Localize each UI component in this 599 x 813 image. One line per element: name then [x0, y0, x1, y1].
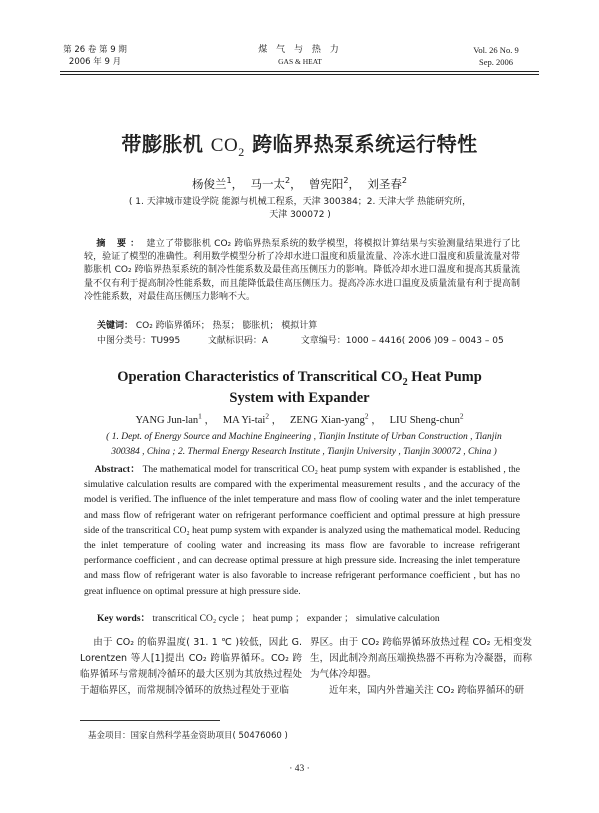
- body-paragraph: 界区。由于 CO₂ 跨临界循环放热过程 CO₂ 无相变发生，因此制冷剂高压端换热器不再称为冷凝器，而称为气体冷却器。: [310, 637, 532, 680]
- title-cn-part1: 带膨胀机: [121, 132, 211, 156]
- author-separator: ，: [231, 177, 244, 191]
- author-cn: 马一太: [250, 177, 285, 191]
- document-code: 文献标识码：A: [207, 336, 269, 346]
- title-cn-sub: 2: [238, 145, 245, 159]
- author-en: MA Yi-tai: [222, 415, 266, 426]
- funding-footnote: 基金项目：国家自然科学基金资助项目( 50476060 ): [88, 731, 288, 741]
- author-affil-sup: 2: [459, 411, 464, 421]
- author-affil-sup: 1: [226, 176, 232, 186]
- author-affil-sup: 2: [401, 176, 407, 186]
- author-affil-sup: 2: [265, 411, 269, 421]
- author-separator: ，: [348, 177, 361, 191]
- author-cn: 杨俊兰: [192, 177, 227, 191]
- author-separator: ，: [268, 415, 283, 426]
- journal-name: [230, 44, 370, 68]
- page-number: · 43 ·: [289, 764, 310, 774]
- abstract-en: [84, 463, 520, 600]
- author-list-cn: [0, 176, 599, 192]
- keywords-cn-label: 关键词：: [97, 321, 134, 331]
- title-en-line1: [0, 367, 599, 388]
- title-en-part2: Heat Pump: [407, 369, 482, 385]
- affiliation-en-line1: ( 1. Dept. of Energy Source and Machine Engineering , Tianjin Institute of Urban Construction , Tianjin: [106, 432, 502, 442]
- keywords-cn-text: CO₂ 跨临界循环； 热泵； 膨胀机； 模拟计算: [135, 321, 318, 331]
- abstract-cn-label: 摘 要：: [96, 239, 144, 249]
- author-affil-sup: 1: [198, 411, 202, 421]
- author-en: ZENG Xian-yang: [289, 415, 365, 426]
- author-affil-sup: 2: [284, 176, 291, 186]
- affiliation-en-line2: 300384 , China ; 2. Thermal Energy Research Institute , Tianjin University , Tianjin 300072 , China ): [111, 447, 497, 457]
- affiliation-en: [84, 430, 524, 460]
- title-en-sub: 2: [402, 376, 408, 388]
- keywords-en-text: transcritical CO₂ cycle ； heat pump ； expander ； simulative calculation: [152, 614, 440, 624]
- author-separator: ，: [201, 415, 215, 426]
- abstract-cn-text: 建立了带膨胀机 CO₂ 跨临界热泵系统的数学模型，将模拟计算结果与实验测量结果进行了比较，验证了模型的准确性。利用数学模型分析了冷却水进口温度和质量流量、冷冻水进口温度和质量流量对带膨胀机 CO₂ 跨临界热泵系统的制冷性能系数及最佳高压侧压力的影响。降低冷却水进口温度和提高其质量流量不仅有利于提高制冷性能系数，而且能降低最佳高压侧压力。提高冷冻水进口温度及质量流量有利于提高制冷性能系数，对最佳高压侧压力影响不大。: [84, 239, 520, 302]
- title-en-line2: System with Expander: [229, 390, 370, 406]
- keywords-en-label: Key words：: [97, 614, 151, 624]
- abstract-en-text: The mathematical model for transcritical CO₂ heat pump system with expander is established , the simulative calculation results are compared with the experimental measurement results , and the accuracy of the model is verified. The influence of the inlet temperature and mass flow of cooling water and the inlet temperature and mass flow of refrigerant water on refrigerant performance coefficient and optimal pressure at high pressure side of the transcritical CO₂ heat pump system with expander is analyzed using the mathematical model. Reducing the inlet temperature of cooling water and increasing its mass flow are favorable to increase refrigerant performance coefficient , and can decrease optimal pressure at high pressure side. Increasing the inlet temperature and mass flow of refrigerant water is also favorable to increase refrigerant performance coefficient , but has no great influence on optimal pressure at high pressure side.: [84, 465, 520, 597]
- keywords-cn: [97, 318, 317, 331]
- journal-name-en: GAS & HEAT: [278, 57, 322, 66]
- author-affil-sup: 2: [343, 176, 349, 186]
- classification-line: [97, 333, 517, 346]
- paper-title-en: [0, 367, 599, 409]
- abstract-cn: [84, 238, 520, 304]
- journal-name-cn: 煤 气 与 热 力: [258, 45, 342, 55]
- issue-date: 2006 年 9 月: [68, 57, 122, 67]
- author-cn: 刘圣春: [367, 177, 402, 191]
- author-en: YANG Jun-lan: [135, 415, 199, 426]
- clc-number: 中图分类号：TU995: [97, 336, 181, 346]
- title-cn-part2: 跨临界热泵系统运行特性: [244, 132, 478, 156]
- author-separator: ，: [368, 415, 382, 426]
- body-column-left: [80, 635, 302, 699]
- paper-title-cn: [0, 128, 599, 157]
- author-cn: 曾宪阳: [308, 177, 344, 191]
- volume-issue: 第 26 卷 第 9 期: [63, 45, 127, 55]
- author-list-en: [0, 412, 599, 427]
- title-cn-co: CO: [210, 135, 239, 156]
- affiliation-cn-line1: ( 1. 天津城市建设学院 能源与机械工程系，天津 300384；2. 天津大学 热能研究所，: [128, 197, 472, 207]
- issue-date-en: Sep. 2006: [479, 57, 513, 67]
- abstract-en-label: Abstract：: [94, 465, 141, 475]
- header-rule-thin: [60, 74, 539, 75]
- volume-issue-en: Vol. 26 No. 9: [473, 45, 519, 55]
- keywords-en: [97, 610, 440, 624]
- author-separator: ，: [290, 177, 302, 191]
- body-paragraph: 由于 CO₂ 的临界温度( 31. 1 ℃ )较低，因此 G. Lorentzen 等人[1]提出 CO₂ 跨临界循环。CO₂ 跨临界循环与常规制冷循环的最大区别为其放热过程处于超临界区，而常规制冷循环的放热过程处于亚临: [80, 637, 302, 696]
- journal-volume-info: [60, 44, 130, 68]
- journal-volume-info-en: [456, 44, 536, 68]
- body-paragraph: 近年来，国内外普遍关注 CO₂ 跨临界循环的研: [329, 685, 524, 696]
- affiliation-cn: [80, 196, 520, 222]
- title-en-part1: Operation Characteristics of Transcritical CO: [117, 369, 403, 385]
- footnote-rule: [80, 720, 220, 721]
- article-number: 文章编号：1000 – 4416( 2006 )09 – 0043 – 05: [300, 336, 504, 346]
- header-rule: [60, 71, 539, 72]
- body-column-right: [310, 635, 532, 699]
- author-en: LIU Sheng-chun: [389, 415, 460, 426]
- author-affil-sup: 2: [364, 411, 369, 421]
- affiliation-cn-line2: 天津 300072 ): [269, 210, 331, 220]
